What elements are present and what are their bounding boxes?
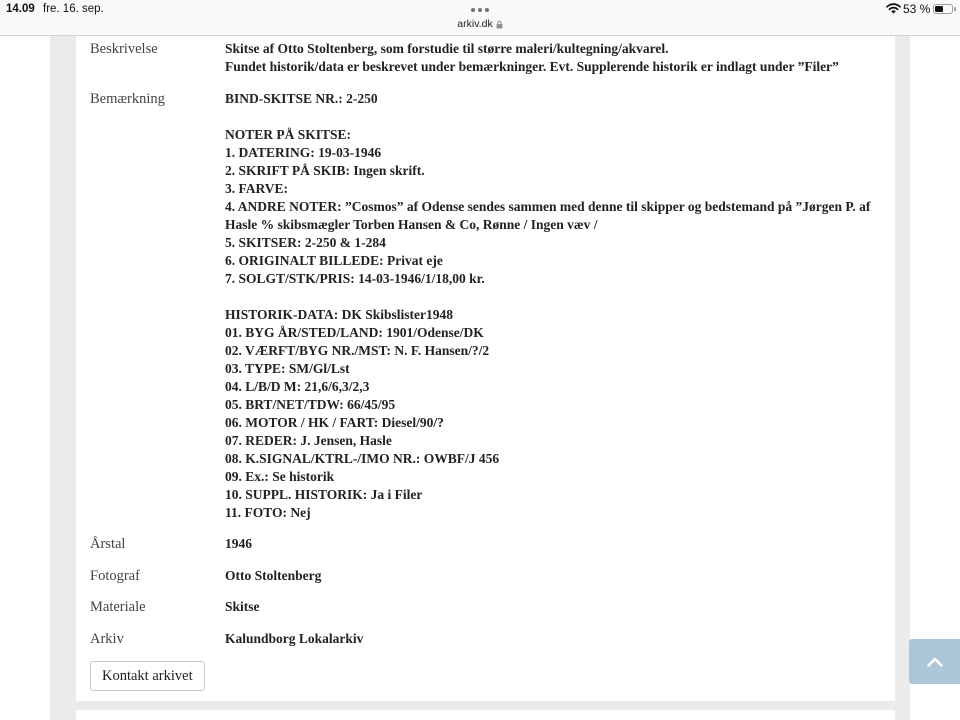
- remark-line: 3. FARVE:: [225, 180, 289, 196]
- remark-line: 08. K.SIGNAL/KTRL-/IMO NR.: OWBF/J 456: [225, 450, 500, 466]
- wifi-icon: [886, 3, 901, 14]
- field-row-beskrivelse: [76, 40, 895, 76]
- remark-line: 7. SOLGT/STK/PRIS: 14-03-1946/1/18,00 kr.: [225, 270, 485, 286]
- remark-line: 4. ANDRE NOTER: ”Cosmos” af Odense sendes sammen med denne til skipper og bedstemand på ”Jørgen P. af Hasle % skibsmægler Torben Hansen & Co, Rønne / Ingen væv /: [225, 198, 871, 232]
- field-value-beskrivelse: [225, 40, 880, 76]
- status-bar: [0, 0, 960, 36]
- next-section-card: [76, 710, 895, 720]
- battery-terminal: [954, 7, 956, 11]
- field-label-bemaerkning: Bemærkning: [90, 90, 165, 107]
- contact-archive-button[interactable]: Kontakt arkivet: [90, 661, 205, 691]
- remark-line: 01. BYG ÅR/STED/LAND: 1901/Odense/DK: [225, 324, 484, 340]
- field-value-aarstal: 1946: [225, 536, 252, 551]
- page-background: [50, 36, 910, 720]
- field-row-aarstal: [76, 535, 895, 553]
- scroll-to-top-button[interactable]: [909, 639, 960, 684]
- field-row-fotograf: [76, 567, 895, 585]
- remark-line: 11. FOTO: Nej: [225, 504, 311, 520]
- field-label-arkiv: Arkiv: [90, 630, 124, 647]
- remark-line: 1. DATERING: 19-03-1946: [225, 144, 382, 160]
- remark-line: BIND-SKITSE NR.: 2-250: [225, 90, 378, 106]
- field-value-bemaerkning: [225, 90, 880, 522]
- remark-line: 05. BRT/NET/TDW: 66/45/95: [225, 396, 396, 412]
- field-label-beskrivelse: Beskrivelse: [90, 41, 158, 57]
- remark-line: NOTER PÅ SKITSE:: [225, 126, 352, 142]
- address-bar[interactable]: [420, 17, 540, 31]
- status-date: fre. 16. sep.: [43, 3, 104, 15]
- field-row-arkiv: [76, 630, 895, 648]
- field-label-fotograf: Fotograf: [90, 567, 140, 584]
- field-value-materiale: Skitse: [225, 599, 260, 614]
- more-dots-icon[interactable]: [469, 6, 491, 14]
- remark-notes: [225, 126, 880, 288]
- field-label-aarstal: Årstal: [90, 536, 126, 552]
- address-url[interactable]: arkiv.dk: [457, 18, 493, 30]
- remark-line: 07. REDER: J. Jensen, Hasle: [225, 432, 392, 448]
- remark-line: 2. SKRIFT PÅ SKIB: Ingen skrift.: [225, 162, 425, 178]
- remark-line: 5. SKITSER: 2-250 & 1-284: [225, 234, 386, 250]
- record-details-card: [76, 36, 895, 701]
- remark-line: HISTORIK-DATA: DK Skibslister1948: [225, 306, 454, 322]
- description-line: Skitse af Otto Stoltenberg, som forstudie til større maleri/kultegning/akvarel.: [225, 41, 669, 56]
- status-time: 14.09: [6, 3, 35, 15]
- field-value-fotograf: Otto Stoltenberg: [225, 567, 322, 583]
- remark-bind-number: [225, 90, 880, 108]
- description-line: Fundet historik/data er beskrevet under bemærkninger. Evt. Supplerende historik er indlagt under ”Filer”: [225, 59, 839, 74]
- battery-level-fill: [935, 6, 943, 12]
- remark-line: 04. L/B/D M: 21,6/6,3/2,3: [225, 378, 370, 394]
- remark-history-data: [225, 306, 880, 522]
- remark-line: 02. VÆRFT/BYG NR./MST: N. F. Hansen/?/2: [225, 342, 490, 358]
- lock-icon: [496, 20, 503, 29]
- remark-line: 6. ORIGINALT BILLEDE: Privat eje: [225, 252, 443, 268]
- remark-line: 06. MOTOR / HK / FART: Diesel/90/?: [225, 414, 444, 430]
- field-value-arkiv: Kalundborg Lokalarkiv: [225, 630, 364, 646]
- field-row-bemaerkning: [76, 90, 895, 522]
- field-row-materiale: [76, 598, 895, 616]
- battery-percent: 53 %: [903, 2, 931, 16]
- remark-line: 09. Ex.: Se historik: [225, 468, 335, 484]
- remark-line: 03. TYPE: SM/Gl/Lst: [225, 360, 350, 376]
- battery-icon: [933, 4, 953, 14]
- field-label-materiale: Materiale: [90, 599, 146, 615]
- chevron-up-icon[interactable]: [927, 657, 943, 667]
- remark-line: 10. SUPPL. HISTORIK: Ja i Filer: [225, 486, 423, 502]
